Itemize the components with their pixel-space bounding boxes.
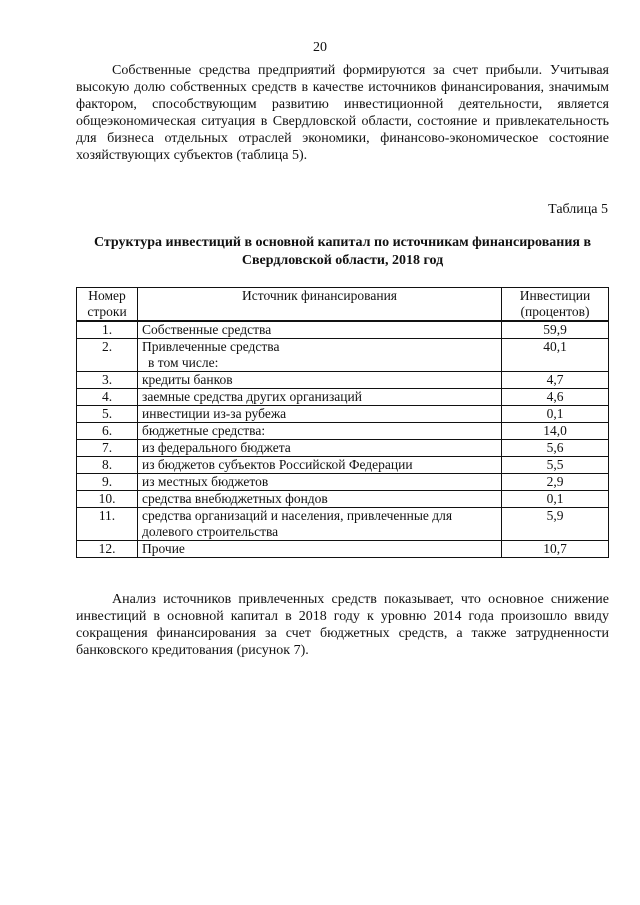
row-number: 6.: [77, 423, 138, 440]
intro-paragraph: Собственные средства предприятий формируются за счет прибыли. Учитывая высокую долю собственных средств в качестве источников финансирования, значимым фактором, способствующим развитию инвестиционной деятельности, является общеэкономическая ситуация в Свердловской области, состояние и привлекательность для бизнеса отдельных отраслей экономики, финансово-экономическое состояние хозяйствующих субъектов (таблица 5).: [76, 63, 609, 163]
row-source: средства внебюджетных фондов: [138, 491, 502, 508]
row-number: 10.: [77, 491, 138, 508]
header-investments: Инвестиции (процентов): [502, 288, 609, 322]
investment-structure-table: [76, 287, 609, 558]
row-number: 2.: [77, 339, 138, 372]
row-value: 2,9: [502, 474, 609, 491]
table-row: [77, 339, 609, 372]
row-source: Прочие: [138, 541, 502, 558]
row-number: 3.: [77, 372, 138, 389]
row-source: заемные средства других организаций: [138, 389, 502, 406]
row-value: 59,9: [502, 321, 609, 339]
row-source: Собственные средства: [138, 321, 502, 339]
row-source: бюджетные средства:: [138, 423, 502, 440]
row-source: Привлеченные средства: [142, 339, 280, 354]
row-value: 0,1: [502, 491, 609, 508]
row-value: 5,6: [502, 440, 609, 457]
row-number: 7.: [77, 440, 138, 457]
row-source: из местных бюджетов: [138, 474, 502, 491]
row-value: 5,9: [502, 508, 609, 541]
row-number: 4.: [77, 389, 138, 406]
row-number: 5.: [77, 406, 138, 423]
row-value: 4,7: [502, 372, 609, 389]
row-value: 40,1: [502, 339, 609, 372]
table-row: [77, 474, 609, 491]
row-value: 5,5: [502, 457, 609, 474]
row-source-cell: [138, 339, 502, 372]
row-number: 1.: [77, 321, 138, 339]
row-source: из бюджетов субъектов Российской Федерации: [138, 457, 502, 474]
page-number: 20: [313, 40, 327, 55]
table-row: [77, 491, 609, 508]
table-row: [77, 457, 609, 474]
table-row: [77, 423, 609, 440]
row-value: 10,7: [502, 541, 609, 558]
row-source: из федерального бюджета: [138, 440, 502, 457]
table-row: [77, 406, 609, 423]
row-value: 14,0: [502, 423, 609, 440]
table-header-row: [77, 288, 609, 322]
table-title: Структура инвестиций в основной капитал по источникам финансирования в Свердловской области, 2018 год: [93, 235, 592, 268]
row-number: 11.: [77, 508, 138, 541]
header-source: Источник финансирования: [138, 288, 502, 322]
table-row: [77, 508, 609, 541]
row-number: 8.: [77, 457, 138, 474]
table-row: [77, 440, 609, 457]
row-number: 9.: [77, 474, 138, 491]
header-row-number: Номер строки: [77, 288, 138, 322]
table-row: [77, 372, 609, 389]
row-source: инвестиции из-за рубежа: [138, 406, 502, 423]
row-source: средства организаций и населения, привлеченные для долевого строительства: [138, 508, 502, 541]
row-value: 4,6: [502, 389, 609, 406]
analysis-paragraph: Анализ источников привлеченных средств показывает, что основное снижение инвестиций в основной капитал в 2018 году к уровню 2014 года произошло ввиду сокращения финансирования за счет бюджетных средств, а также затрудненности банковского кредитования (рисунок 7).: [76, 592, 609, 658]
row-number: 12.: [77, 541, 138, 558]
row-value: 0,1: [502, 406, 609, 423]
table-row: [77, 389, 609, 406]
table-row: [77, 541, 609, 558]
table-row: [77, 321, 609, 339]
row-source-sub: в том числе:: [148, 355, 219, 370]
table-caption: Таблица 5: [548, 202, 608, 217]
row-source: кредиты банков: [138, 372, 502, 389]
